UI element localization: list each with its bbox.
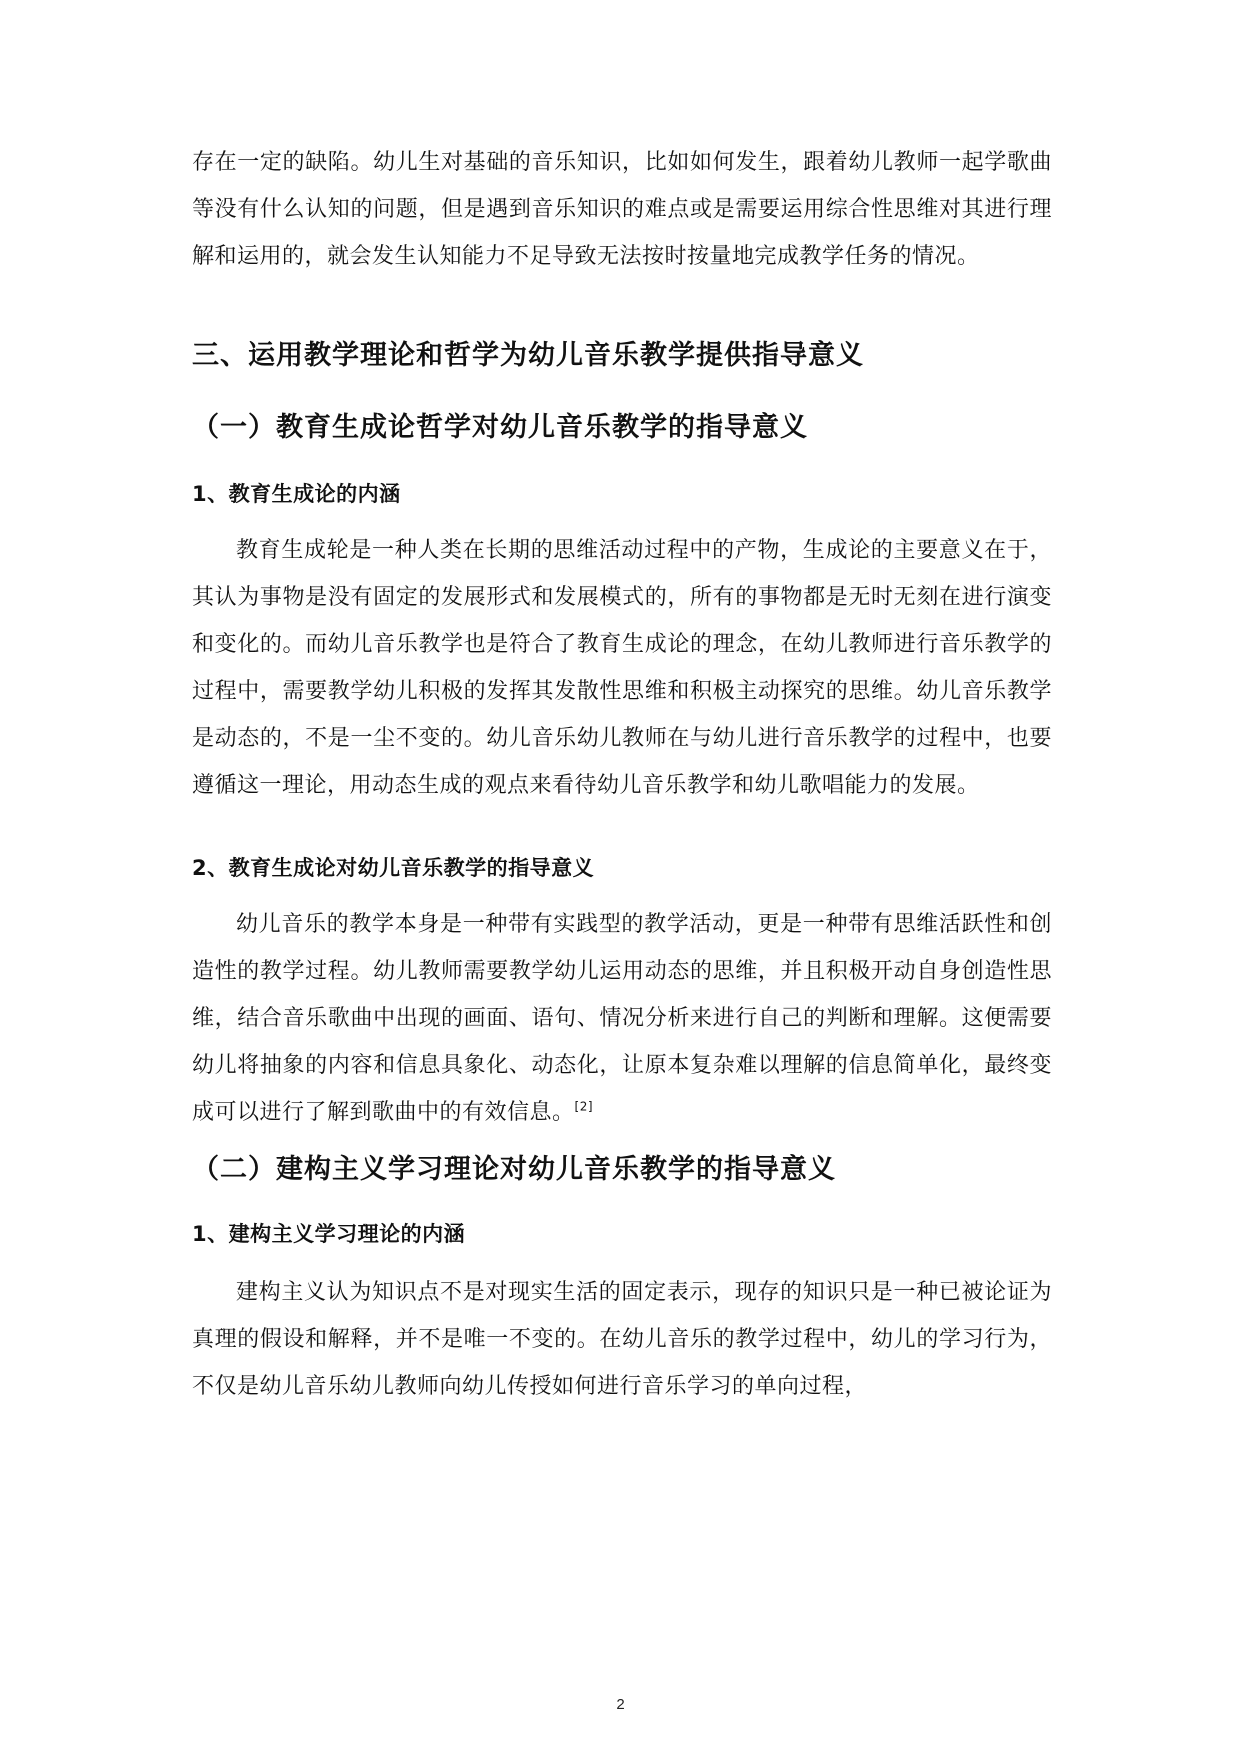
subsection-2-item-1-heading: 1、建构主义学习理论的内涵 xyxy=(192,1222,466,1246)
subsection-1-item-1-paragraph: 教育生成轮是一种人类在长期的思维活动过程中的产物，生成论的主要意义在于，其认为事物是没有固定的发展形式和发展模式的，所有的事物都是无时无刻在进行演变和变化的。而幼儿音乐教学也是符合了教育生成论的理念，在幼儿教师进行音乐教学的过程中，需要教学幼儿积极的发挥其发散性思维和积极主动探究的思维。幼儿音乐教学是动态的，不是一尘不变的。幼儿音乐幼儿教师在与幼儿进行音乐教学的过程中，也要遵循这一理论，用动态生成的观点来看待幼儿音乐教学和幼儿歌唱能力的发展。 xyxy=(192,538,1052,798)
intro-paragraph: 存在一定的缺陷。幼儿生对基础的音乐知识，比如如何发生，跟着幼儿教师一起学歌曲等没有什么认知的问题，但是遇到音乐知识的难点或是需要运用综合性思维对其进行理解和运用的，就会发生认知能力不足导致无法按时按量地完成教学任务的情况。 xyxy=(192,150,1052,269)
subsection-2-heading-block xyxy=(192,1150,1052,1190)
subsection-2-item-1-paragraph-block xyxy=(192,1269,1052,1410)
subsection-1-item-1-heading-block xyxy=(192,478,1052,510)
intro-paragraph-block xyxy=(192,139,1052,280)
subsection-1-item-2-paragraph-block xyxy=(192,901,1052,1136)
subsection-1-item-2-heading-block xyxy=(192,852,1052,884)
subsection-2-item-1-heading-block xyxy=(192,1218,1052,1250)
subsection-2-heading: （二）建构主义学习理论对幼儿音乐教学的指导意义 xyxy=(192,1154,836,1185)
section-3-heading: 三、运用教学理论和哲学为幼儿音乐教学提供指导意义 xyxy=(192,340,864,371)
subsection-1-item-1-heading: 1、教育生成论的内涵 xyxy=(192,482,401,506)
subsection-1-item-1-paragraph-block xyxy=(192,527,1052,809)
subsection-1-item-2-paragraph xyxy=(192,901,1052,1136)
citation-marker[interactable]: [2] xyxy=(574,1099,594,1114)
subsection-1-item-2-text: 幼儿音乐的教学本身是一种带有实践型的教学活动，更是一种带有思维活跃性和创造性的教学过程。幼儿教师需要教学幼儿运用动态的思维，并且积极开动自身创造性思维，结合音乐歌曲中出现的画面、语句、情况分析来进行自己的判断和理解。这便需要幼儿将抽象的内容和信息具象化、动态化，让原本复杂难以理解的信息简单化，最终变成可以进行了解到歌曲中的有效信息。 xyxy=(192,912,1052,1125)
page-number: 2 xyxy=(616,1696,625,1713)
subsection-1-heading-block xyxy=(192,408,1052,448)
subsection-1-heading: （一）教育生成论哲学对幼儿音乐教学的指导意义 xyxy=(192,412,808,443)
subsection-1-item-2-heading: 2、教育生成论对幼儿音乐教学的指导意义 xyxy=(192,856,595,880)
document-page xyxy=(192,0,1052,1754)
section-3-heading-block xyxy=(192,336,1052,376)
subsection-2-item-1-paragraph: 建构主义认为知识点不是对现实生活的固定表示，现存的知识只是一种已被论证为真理的假设和解释，并不是唯一不变的。在幼儿音乐的教学过程中，幼儿的学习行为，不仅是幼儿音乐幼儿教师向幼儿传授如何进行音乐学习的单向过程， xyxy=(192,1280,1052,1399)
